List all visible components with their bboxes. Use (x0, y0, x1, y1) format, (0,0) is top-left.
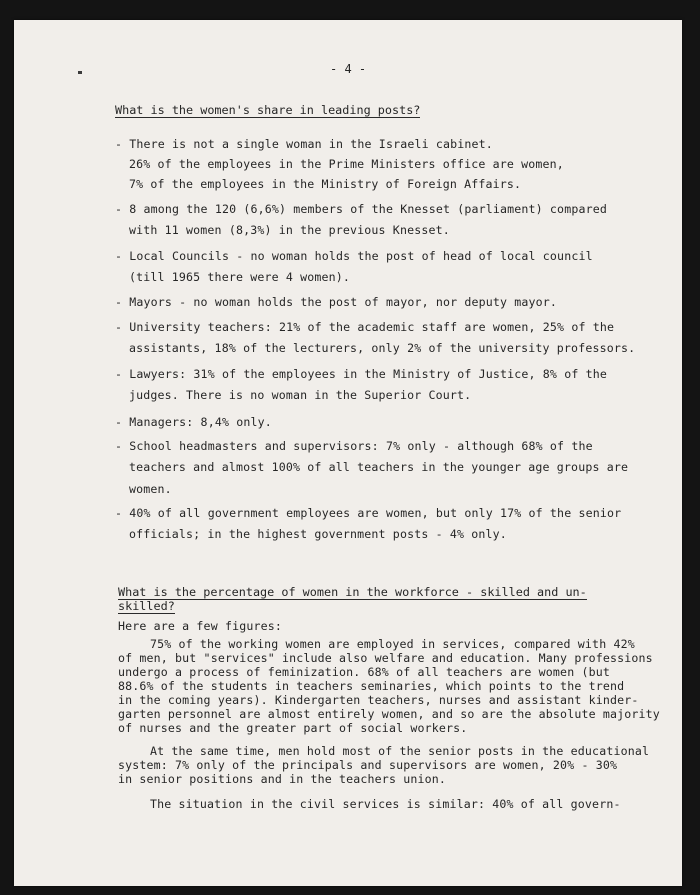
text-line: Here are a few figures: (118, 619, 282, 633)
text-line: - 8 among the 120 (6,6%) members of the Knesset (parliament) compared (115, 202, 607, 216)
text-line: The situation in the civil services is similar: 40% of all govern- (150, 797, 621, 811)
text-line: judges. There is no woman in the Superior Court. (129, 388, 472, 402)
text-line: in the coming years). Kindergarten teachers, nurses and assistant kinder- (118, 693, 639, 707)
section-heading-workforce-line2: skilled? (118, 599, 175, 613)
text-line: - Local Councils - no woman holds the post of head of local council (115, 249, 593, 263)
text-line: 75% of the working women are employed in services, compared with 42% (150, 637, 635, 651)
text-line: - Managers: 8,4% only. (115, 415, 272, 429)
stray-ink-mark (78, 71, 82, 74)
text-line: (till 1965 there were 4 women). (129, 270, 351, 284)
text-line: undergo a process of feminization. 68% of all teachers are women (but (118, 665, 610, 679)
text-line: in senior positions and in the teachers union. (118, 772, 446, 786)
section-heading-leading-posts: What is the women's share in leading posts? (115, 103, 421, 117)
text-line: - There is not a single woman in the Israeli cabinet. (115, 137, 493, 151)
text-line: officials; in the highest government posts - 4% only. (129, 527, 507, 541)
text-line: system: 7% only of the principals and supervisors are women, 20% - 30% (118, 758, 618, 772)
document-page (14, 20, 682, 886)
text-line: of nurses and the greater part of social workers. (118, 721, 468, 735)
text-line: teachers and almost 100% of all teachers in the younger age groups are (129, 460, 629, 474)
text-line: with 11 women (8,3%) in the previous Knesset. (129, 223, 450, 237)
text-line: of men, but "services" include also welfare and education. Many professions (118, 651, 653, 665)
text-line: - Lawyers: 31% of the employees in the Ministry of Justice, 8% of the (115, 367, 607, 381)
page-number: - 4 - (330, 62, 367, 76)
text-line: garten personnel are almost entirely women, and so are the absolute majority (118, 707, 660, 721)
text-line: - University teachers: 21% of the academic staff are women, 25% of the (115, 320, 615, 334)
text-line: At the same time, men hold most of the senior posts in the educational (150, 744, 650, 758)
text-line: - 40% of all government employees are women, but only 17% of the senior (115, 506, 622, 520)
text-line: assistants, 18% of the lecturers, only 2% of the university professors. (129, 341, 636, 355)
text-line: - Mayors - no woman holds the post of mayor, nor deputy mayor. (115, 295, 558, 309)
text-line: women. (129, 482, 172, 496)
text-line: 88.6% of the students in teachers seminaries, which points to the trend (118, 679, 625, 693)
text-line: - School headmasters and supervisors: 7% only - although 68% of the (115, 439, 593, 453)
text-line: 7% of the employees in the Ministry of Foreign Affairs. (129, 177, 522, 191)
section-heading-workforce-line1: What is the percentage of women in the workforce - skilled and un- (118, 585, 587, 599)
text-line: 26% of the employees in the Prime Ministers office are women, (129, 157, 564, 171)
